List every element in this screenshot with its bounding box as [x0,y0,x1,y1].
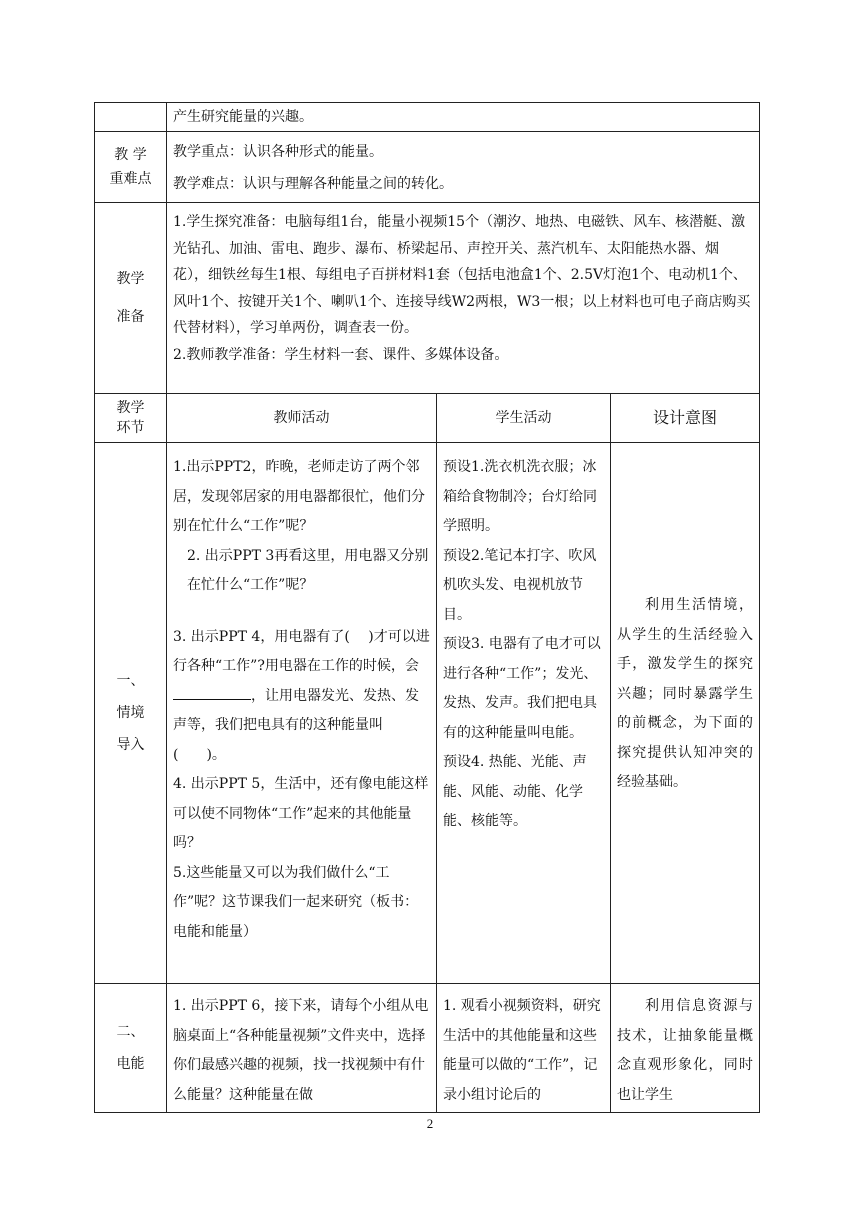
student-expect-1: 预设1.洗衣机洗衣服；冰箱给食物制冷；台灯给同学照明。 [443,459,597,534]
fill-blank [173,683,251,700]
teacher-step-5: 5.这些能量又可以为我们做什么“工作”呢？这节课我们一起来研究（板书：电能和能量） [173,864,419,940]
section-energy-label: 二、 电能 [95,984,167,1113]
intro-row [95,103,760,132]
header-design-intent: 设计意图 [611,394,760,443]
table-header-row [95,394,760,443]
section-energy-teacher [167,984,437,1113]
teacher-step-3: 3. 出示PPT 4，用电器有了( )才可以进行各种“工作”?用电器在工作的时候，会，让用电器发光、发热、发声等，我们把电具有的这种能量叫( )。 [173,628,430,763]
section-situation-label: 一、 情境 导入 [95,443,167,984]
section-energy-row [95,984,760,1113]
teacher-preparation: 2.教师教学准备：学生材料一套、课件、多媒体设备。 [173,346,509,363]
teacher-step-4: 4. 出示PPT 5，生活中，还有像电能这样可以使不同物体“工作”起来的其他能量吗？ [173,776,429,851]
header-teacher-activity: 教师活动 [167,394,437,443]
student-step-6: 1. 观看小视频资料，研究生活中的其他能量和这些能量可以做的“工作”，记录小组讨论后的 [443,998,601,1103]
section-situation-teacher [167,443,437,984]
student-expect-2: 预设2.笔记本打字、吹风机吹头发、电视机放节目。 [443,547,597,623]
section-energy-student [437,984,611,1113]
student-expect-3: 预设3. 电器有了电才可以进行各种“工作”；发光、发热、发声。我们把电具有的这种能量叫电能。 [443,636,601,741]
teacher-step-2: 2. 出示PPT 3再看这里，用电器又分别在忙什么“工作”呢？ [187,547,429,593]
lesson-plan-table [94,102,760,1113]
student-preparation: 1.学生探究准备：电脑每组1台，能量小视频15个（潮汐、地热、电磁铁、风车、核潜艇、激光钻孔、加油、雷电、跑步、瀑布、桥梁起吊、声控开关、蒸汽机车、太阳能热水器、烟花），细铁丝每生1根、每组电子百拼材料1套（包括电池盒1个、2.5V灯泡1个、电动机1个、风叶1个、按键开关1个、喇叭1个、连接导线W2两根，W3一根；以上材料也可电子商店购买代替材料），学习单两份，调查表一份。 [173,214,751,336]
section-situation-student [437,443,611,984]
key-points-content [167,132,760,203]
header-student-activity: 学生活动 [437,394,611,443]
key-points-row [95,132,760,203]
section-energy-design: 利用信息资源与技术，让抽象能量概念直观形象化，同时也让学生 [611,984,760,1113]
intro-text: 产生研究能量的兴趣。 [167,103,760,132]
preparation-label: 教学 准备 [95,203,167,394]
key-point-focus: 教学重点：认识各种形式的能量。 [173,144,383,160]
key-point-difficulty: 教学难点：认识与理解各种能量之间的转化。 [173,176,453,192]
preparation-content [167,203,760,394]
teacher-step-1: 1.出示PPT2，昨晚，老师走访了两个邻居，发现邻居家的用电器都很忙，他们分别在忙什么“工作”呢？ [173,459,425,534]
preparation-row [95,203,760,394]
header-stage: 教学 环节 [95,394,167,443]
section-situation-row [95,443,760,984]
section-situation-design: 利用生活情境，从学生的生活经验入手，激发学生的探究兴趣；同时暴露学生的前概念，为下面的探究提供认知冲突的经验基础。 [611,443,760,984]
student-expect-4: 预设4. 热能、光能、声能、风能、动能、化学能、核能等。 [443,754,587,829]
teacher-step-6: 1. 出示PPT 6，接下来，请每个小组从电脑桌面上“各种能量视频”文件夹中，选择你们最感兴趣的视频，找一找视频中有什么能量？这种能量在做 [173,998,429,1103]
key-points-label: 教 学 重难点 [95,132,167,203]
page-number: 2 [426,1116,434,1131]
